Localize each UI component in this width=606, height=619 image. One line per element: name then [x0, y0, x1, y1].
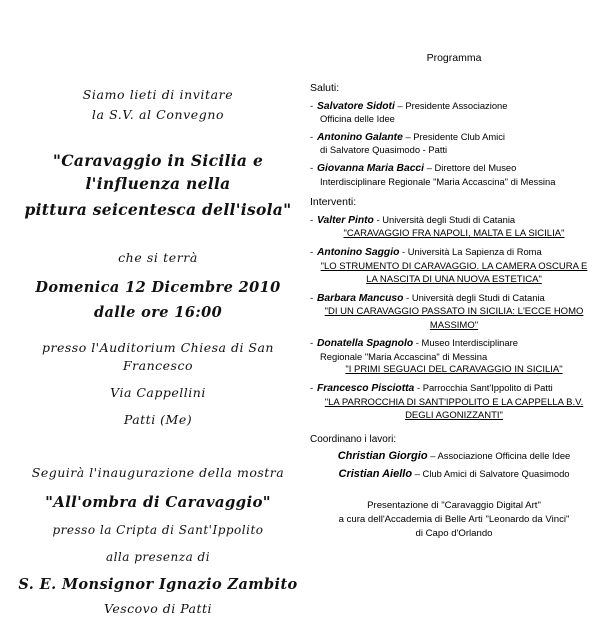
conference-title-line-1: "Caravaggio in Sicilia e l'influenza nella: [52, 151, 264, 193]
speaker-affiliation-cont: Regionale "Maria Accascina" di Messina: [320, 351, 488, 363]
closing-line-3: di Capo d'Orlando: [415, 528, 493, 540]
list-item: [310, 449, 598, 464]
talk-title: "LA PARROCCHIA DI SANT'IPPOLITO E LA CAPPELLA B.V.: [324, 396, 584, 408]
invitation-intro-line-2: la S.V. al Convegno: [91, 107, 225, 123]
exhibition-venue: [8, 522, 308, 566]
talk-title-cont: DEGLI AGONIZZANTI": [405, 410, 503, 422]
coordinator-affiliation: – Associazione Officina delle Idee: [430, 449, 571, 461]
talk-title: "LO STRUMENTO DI CARAVAGGIO. LA CAMERA OSCURA E: [320, 260, 588, 272]
coordinators-heading: Coordinano i lavori:: [310, 433, 397, 445]
venue-line-3: Patti (Me): [123, 412, 193, 428]
exhibition-lead: Seguirà l'inaugurazione della mostra: [31, 465, 285, 481]
list-item: [310, 100, 598, 126]
speaker-name: Antonino Saggio: [317, 246, 400, 258]
speaker-affiliation-cont: Officina delle Idee: [320, 113, 395, 125]
talk-title: "I PRIMI SEGUACI DEL CARAVAGGIO IN SICILIA": [345, 364, 563, 376]
speaker-affiliation: – Presidente Associazione: [397, 99, 508, 111]
exhibition-title: "All'ombra di Caravaggio": [45, 493, 271, 512]
list-item: [310, 382, 598, 423]
speaker-affiliation: - Università degli Studi di Catania: [406, 291, 545, 303]
event-time: dalle ore 16:00: [93, 303, 223, 321]
coordinator-affiliation: – Club Amici di Salvatore Quasimodo: [414, 467, 570, 479]
bullet-dash-icon: -: [310, 100, 314, 112]
coordinator-name: Christian Giorgio: [337, 449, 428, 462]
guest-of-honour: S. E. Monsignor Ignazio Zambito: [18, 575, 298, 593]
talk-title: "CARAVAGGIO FRA NAPOLI, MALTA E LA SICILIA": [343, 228, 565, 240]
speaker-name: Donatella Spagnolo: [317, 338, 414, 350]
bullet-dash-icon: -: [310, 246, 314, 258]
bullet-dash-icon: -: [310, 131, 314, 143]
list-item: [310, 292, 598, 333]
venue-line-2: Via Cappellini: [110, 384, 206, 400]
programme-title: Programma: [426, 52, 482, 64]
list-item: [310, 246, 598, 287]
speaker-affiliation-cont: Interdisciplinare Regionale "Maria Accascina" di Messina: [320, 175, 556, 187]
bullet-dash-icon: -: [310, 214, 314, 226]
invitation-intro: [8, 86, 308, 124]
speaker-name: Valter Pinto: [317, 214, 374, 226]
saluti-heading: Saluti:: [310, 81, 340, 94]
speaker-name: Salvatore Sidoti: [317, 100, 395, 112]
speaker-affiliation: – Presidente Club Amici: [405, 130, 506, 142]
invitation-column: [8, 86, 308, 616]
talk-title-cont: MASSIMO": [429, 319, 479, 331]
list-item: [310, 131, 598, 157]
guest-of-honour-role: Vescovo di Patti: [103, 600, 213, 616]
speaker-affiliation: - Parrocchia Sant'Ippolito di Patti: [416, 381, 553, 393]
closing-line-2: a cura dell'Accademia di Belle Arti "Leonardo da Vinci": [338, 514, 570, 526]
speaker-affiliation: - Università La Sapienza di Roma: [402, 245, 542, 257]
talk-title-cont: LA NASCITA DI UNA NUOVA ESTETICA": [366, 274, 542, 286]
exhibition-venue-line-1: presso la Cripta di Sant'Ippolito: [52, 523, 264, 538]
venue-line-1: presso l'Auditorium Chiesa di San Francesco: [41, 339, 274, 373]
interventi-heading: Interventi:: [310, 195, 357, 208]
closing-note: [310, 499, 598, 541]
list-item: [310, 337, 598, 377]
list-item: [310, 467, 598, 482]
coordinator-name: Cristian Aiello: [338, 467, 413, 480]
conference-title-line-2: pittura seicentesca dell'isola": [24, 200, 292, 220]
bullet-dash-icon: -: [310, 292, 314, 304]
closing-line-1: Presentazione di "Caravaggio Digital Art": [367, 500, 541, 512]
list-item: [310, 162, 598, 188]
bullet-dash-icon: -: [310, 382, 314, 394]
speaker-name: Giovanna Maria Bacci: [317, 162, 425, 174]
exhibition-venue-line-2: alla presenza di: [105, 549, 211, 564]
invitation-intro-line-1: Siamo lieti di invitare: [82, 87, 234, 102]
speaker-name: Francesco Pisciotta: [317, 382, 415, 394]
speaker-affiliation: - Museo Interdisciplinare: [415, 337, 518, 349]
when-lead: che si terrà: [118, 249, 198, 265]
speaker-name: Antonino Galante: [317, 131, 403, 143]
programme-column: [310, 52, 598, 541]
talk-title: "DI UN CARAVAGGIO PASSATO IN SICILIA: L'ECCE HOMO: [324, 306, 584, 318]
conference-title: [8, 150, 308, 221]
speaker-affiliation: – Direttore del Museo: [426, 161, 517, 173]
speaker-affiliation: - Università degli Studi di Catania: [376, 213, 516, 225]
event-date: Domenica 12 Dicembre 2010: [35, 278, 281, 296]
bullet-dash-icon: -: [310, 162, 314, 174]
bullet-dash-icon: -: [310, 338, 314, 350]
speaker-affiliation-cont: di Salvatore Quasimodo - Patti: [320, 144, 448, 156]
event-venue: [8, 339, 308, 430]
speaker-name: Barbara Mancuso: [317, 292, 404, 304]
list-item: [310, 214, 598, 241]
